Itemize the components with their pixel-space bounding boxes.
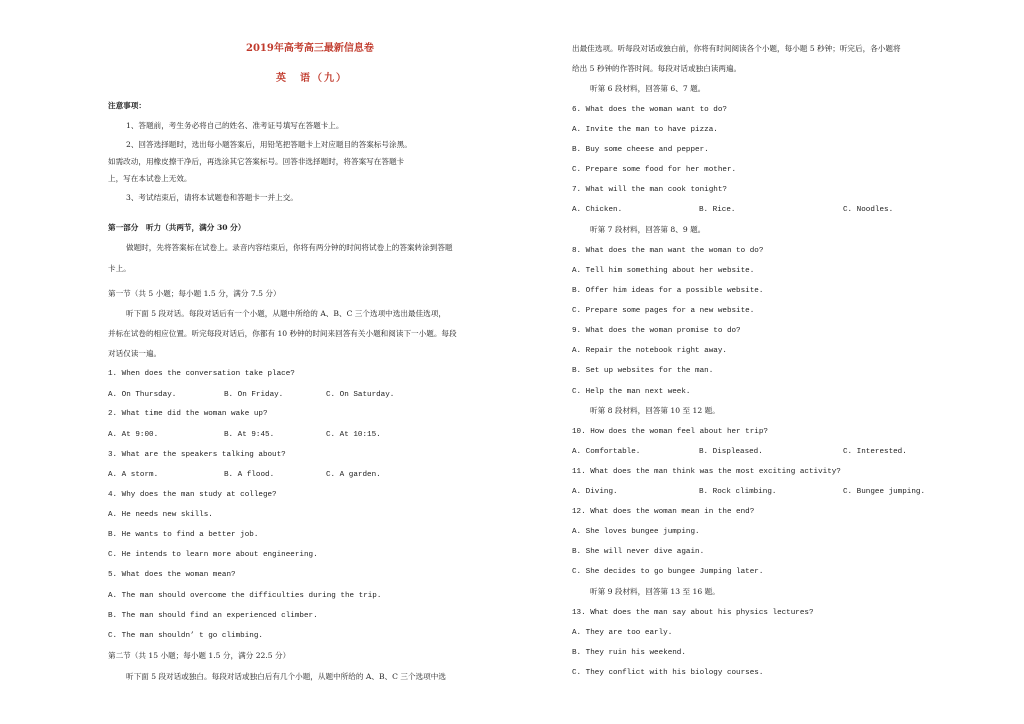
left-column [108, 0, 518, 724]
option-a: A. At 9:00. [108, 431, 159, 439]
notes-item: 1、答题前，考生务必将自己的姓名、准考证号填写在答题卡上。 [126, 121, 344, 130]
option-b: B. Rock climbing. [699, 488, 777, 496]
option-a: A. Comfortable. [572, 448, 641, 456]
option-a: A. Repair the notebook right away. [572, 347, 727, 355]
option-a: A. A storm. [108, 471, 159, 479]
option-a: A. They are too early. [572, 629, 673, 637]
option-a: A. Invite the man to have pizza. [572, 126, 718, 134]
option-c: C. A garden. [326, 471, 381, 479]
option-b: B. They ruin his weekend. [572, 649, 686, 657]
option-b: B. On Friday. [224, 391, 284, 399]
option-a: A. Diving. [572, 488, 618, 496]
option-a: A. He needs new skills. [108, 511, 213, 519]
option-b: B. The man should find an experienced climber. [108, 612, 318, 620]
notes-item: 上，写在本试卷上无效。 [108, 174, 192, 183]
question-stem: 7. What will the man cook tonight? [572, 186, 727, 194]
option-c: C. They conflict with his biology courses. [572, 669, 764, 677]
option-c: C. Prepare some food for her mother. [572, 166, 737, 174]
part1-intro: 做题时，先将答案标在试卷上。录音内容结束后，你将有两分钟的时间将试卷上的答案转涂到答题 [126, 243, 453, 252]
material-instruction: 听第 6 段材料，回答第 6、7 题。 [590, 84, 706, 93]
option-b: B. Displeased. [699, 448, 763, 456]
option-c: C. At 10:15. [326, 431, 381, 439]
option-c: C. On Saturday. [326, 391, 395, 399]
option-c: C. She decides to go bungee Jumping later. [572, 568, 764, 576]
option-b: B. A flood. [224, 471, 275, 479]
exam-subtitle: 英 语（九） [276, 73, 348, 84]
section1-intro: 听下面 5 段对话。每段对话后有一个小题，从题中所给的 A、B、C 三个选项中选出最佳选项， [126, 309, 446, 318]
question-stem: 13. What does the man say about his physics lectures? [572, 609, 814, 617]
section2-heading: 第二节（共 15 小题；每小题 1.5 分，满分 22.5 分） [108, 651, 291, 660]
material-instruction: 听第 9 段材料，回答第 13 至 16 题。 [590, 587, 720, 596]
option-b: B. He wants to find a better job. [108, 531, 259, 539]
option-b: B. She will never dive again. [572, 548, 705, 556]
part1-intro: 卡上。 [108, 264, 131, 273]
question-stem: 8. What does the man want the woman to do? [572, 247, 764, 255]
option-c: C. Prepare some pages for a new website. [572, 307, 755, 315]
option-a: A. She loves bungee jumping. [572, 528, 700, 536]
question-stem: 9. What does the woman promise to do? [572, 327, 741, 335]
option-a: A. The man should overcome the difficulties during the trip. [108, 592, 382, 600]
section2-intro: 听下面 5 段对话或独白。每段对话或独白后有几个小题，从题中所给的 A、B、C 三个选项中选 [126, 672, 446, 681]
material-instruction: 听第 8 段材料，回答第 10 至 12 题。 [590, 406, 720, 415]
section2-intro: 出最佳选项。听每段对话或独白前，你将有时间阅读各个小题，每小题 5 秒钟；听完后，各小题将 [572, 44, 901, 53]
option-a: A. Chicken. [572, 206, 623, 214]
option-b: B. Buy some cheese and pepper. [572, 146, 709, 154]
notes-item: 如需改动，用橡皮擦干净后，再选涂其它答案标号。回答非选择题时，将答案写在答题卡 [108, 157, 405, 166]
question-stem: 11. What does the man think was the most exciting activity? [572, 468, 841, 476]
section2-intro: 给出 5 秒钟的作答时间。每段对话或独白读两遍。 [572, 64, 742, 73]
option-c: C. The man shouldn’ t go climbing. [108, 632, 263, 640]
question-stem: 1. When does the conversation take place? [108, 370, 295, 378]
question-stem: 3. What are the speakers talking about? [108, 451, 286, 459]
notes-item: 3、考试结束后，请将本试题卷和答题卡一并上交。 [126, 193, 298, 202]
option-b: B. Set up websites for the man. [572, 367, 714, 375]
option-b: B. Rice. [699, 206, 736, 214]
option-b: B. At 9:45. [224, 431, 275, 439]
right-column [572, 0, 982, 724]
notes-item: 2、回答选择题时，选出每小题答案后，用铅笔把答题卡上对应题目的答案标号涂黑。 [126, 140, 412, 149]
option-c: C. He intends to learn more about engineering. [108, 551, 318, 559]
question-stem: 12. What does the woman mean in the end? [572, 508, 755, 516]
section1-heading: 第一节（共 5 小题；每小题 1.5 分，满分 7.5 分） [108, 289, 281, 298]
section1-intro: 对话仅读一遍。 [108, 349, 162, 358]
question-stem: 2. What time did the woman wake up? [108, 410, 268, 418]
material-instruction: 听第 7 段材料，回答第 8、9 题。 [590, 225, 706, 234]
part1-heading: 第一部分 听力（共两节，满分 30 分） [108, 223, 246, 232]
question-stem: 5. What does the woman mean? [108, 571, 236, 579]
option-c: C. Interested. [843, 448, 907, 456]
exam-title: 2019年高考高三最新信息卷 [246, 43, 374, 54]
option-a: A. On Thursday. [108, 391, 177, 399]
option-c: C. Help the man next week. [572, 388, 691, 396]
notes-heading: 注意事项： [108, 101, 146, 110]
question-stem: 4. Why does the man study at college? [108, 491, 277, 499]
option-c: C. Bungee jumping. [843, 488, 926, 496]
option-a: A. Tell him something about her website. [572, 267, 755, 275]
option-c: C. Noodles. [843, 206, 894, 214]
question-stem: 10. How does the woman feel about her trip? [572, 428, 768, 436]
section1-intro: 并标在试卷的相应位置。听完每段对话后，你都有 10 秒钟的时间来回答有关小题和阅读下一小题。每段 [108, 329, 457, 338]
question-stem: 6. What does the woman want to do? [572, 106, 727, 114]
option-b: B. Offer him ideas for a possible website. [572, 287, 764, 295]
